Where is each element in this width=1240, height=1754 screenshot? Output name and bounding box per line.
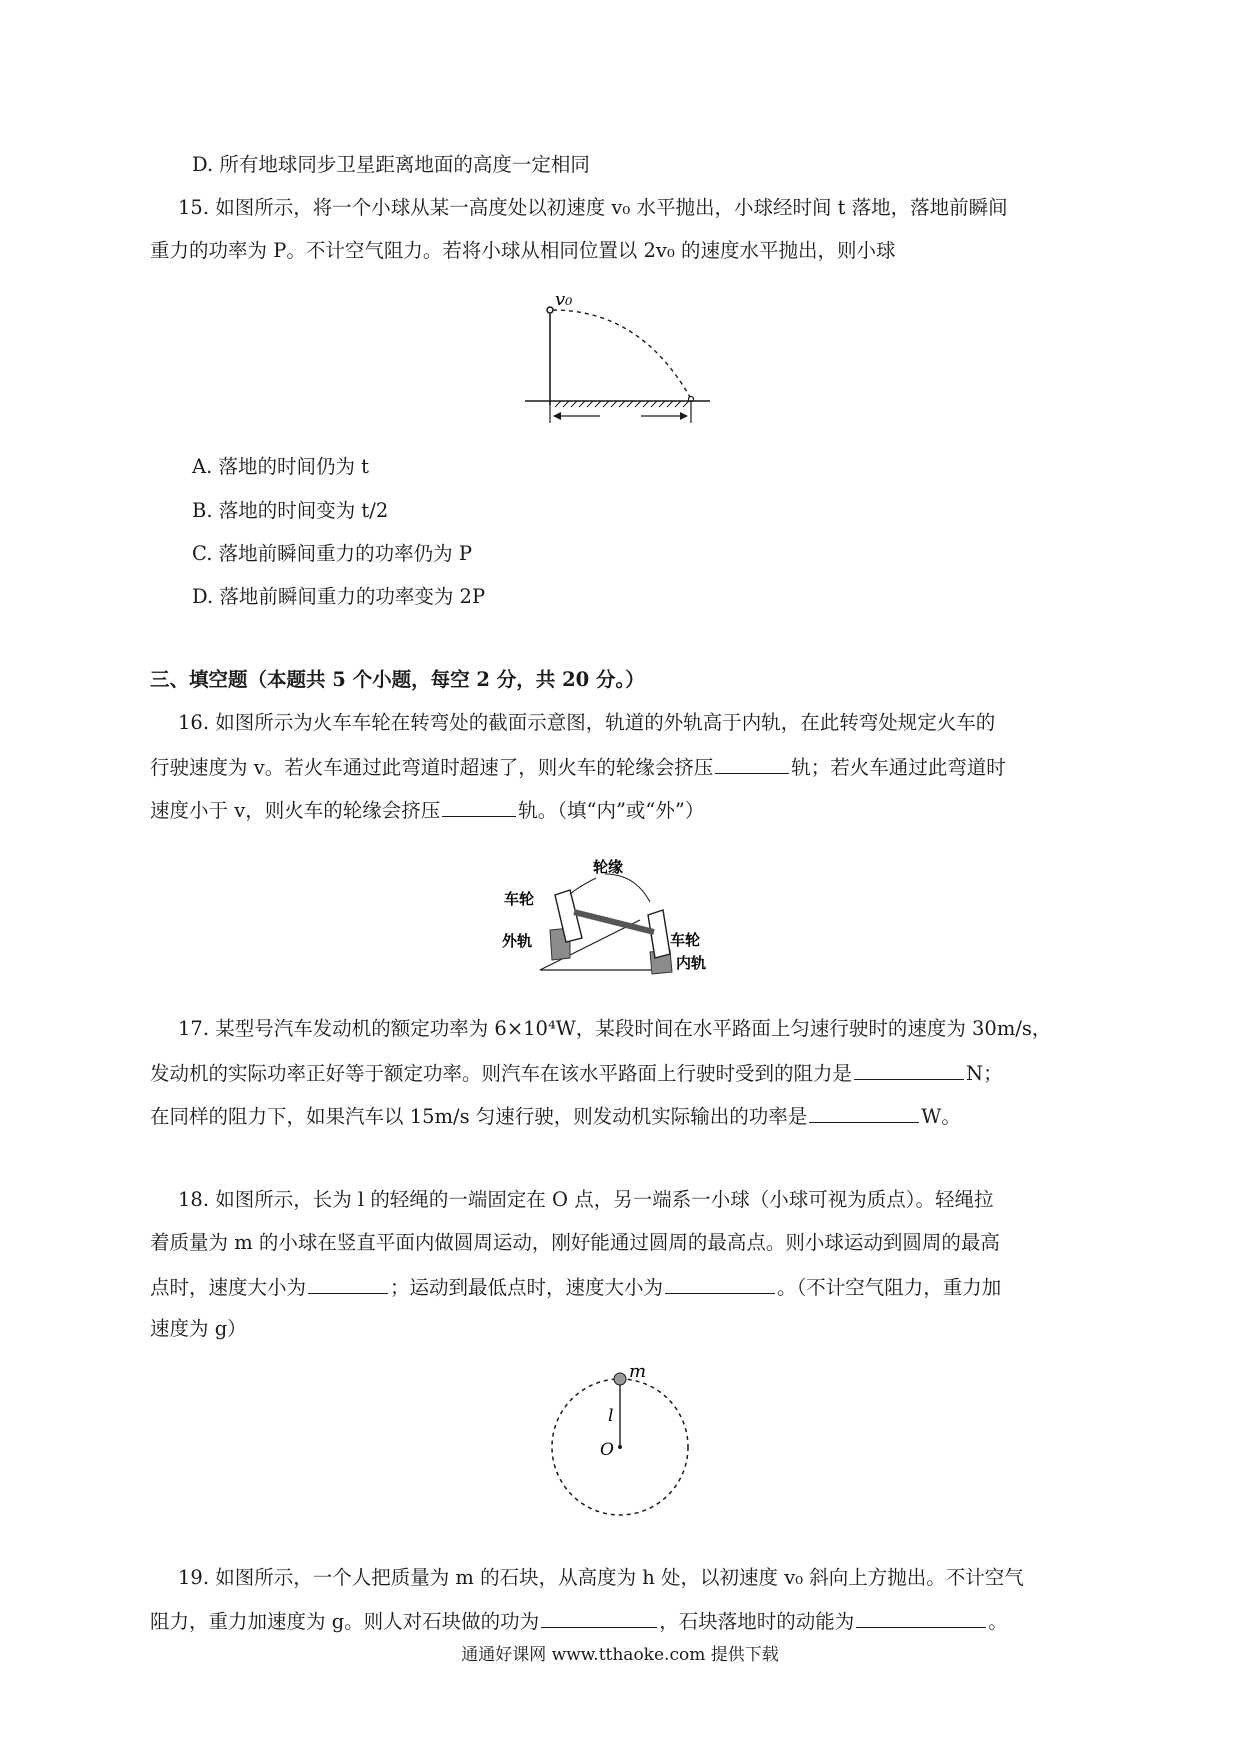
- q17-stem-line2: 发动机的实际功率正好等于额定功率。则汽车在该水平路面上行驶时受到的阻力是 N；: [150, 1057, 1003, 1089]
- q18-blank-2[interactable]: [665, 1271, 775, 1294]
- q14-option-d: D. 所有地球同步卫星距离地面的高度一定相同: [192, 153, 590, 176]
- q15-v0-label: v₀: [555, 289, 573, 310]
- q15-option-c: C. 落地前瞬间重力的功率仍为 P: [192, 542, 472, 565]
- label-inner-rail: 内轨: [676, 954, 707, 972]
- section-3-title: 三、填空题（本题共 5 个小题，每空 2 分，共 20 分。）: [150, 668, 645, 691]
- label-wheel-left: 车轮: [504, 890, 535, 908]
- q17-stem-line1: 17. 某型号汽车发动机的额定功率为 6×10⁴W，某段时间在水平路面上匀速行驶时的速度为 30m/s，: [178, 1017, 1052, 1040]
- q19-stem-line1: 19. 如图所示，一个人把质量为 m 的石块，从高度为 h 处，以初速度 v₀ 斜向上方抛出。不计空气: [178, 1566, 1024, 1589]
- q16-stem-line3: 速度小于 v，则火车的轮缘会挤压 轨。（填“内”或“外”）: [150, 794, 704, 826]
- q16-blank-1[interactable]: [715, 751, 789, 774]
- page-footer: 通通好课网 www.tthaoke.com 提供下载: [461, 1645, 779, 1665]
- q15-stem-line2: 重力的功率为 P。不计空气阻力。若将小球从相同位置以 2v₀ 的速度水平抛出，则小球: [150, 239, 896, 262]
- q18-stem-line1: 18. 如图所示，长为 l 的轻绳的一端固定在 O 点，另一端系一小球（小球可视为质点）。轻绳拉: [178, 1188, 994, 1211]
- trajectory-curve: [553, 310, 690, 397]
- label-length: l: [608, 1406, 614, 1426]
- label-flange: 轮缘: [593, 858, 624, 876]
- label-mass: m: [629, 1361, 647, 1382]
- q19-blank-1[interactable]: [541, 1605, 657, 1628]
- q15-option-d: D. 落地前瞬间重力的功率变为 2P: [192, 585, 486, 608]
- center-point-icon: [618, 1445, 622, 1449]
- flange-pointer-left: [570, 878, 596, 894]
- q15-projectile-figure: [520, 285, 720, 425]
- arrowhead-left-icon: [553, 412, 561, 420]
- q15-stem-line1: 15. 如图所示，将一个小球从某一高度处以初速度 v₀ 水平抛出，小球经时间 t 落地，落地前瞬间: [178, 196, 1008, 219]
- label-outer-rail: 外轨: [502, 932, 533, 950]
- q16-stem-line1: 16. 如图所示为火车车轮在转弯处的截面示意图，轨道的外轨高于内轨，在此转弯处规定火车的: [178, 711, 996, 734]
- q19-stem-line2: 阻力，重力加速度为 g。则人对石块做的功为 ，石块落地时的动能为 。: [150, 1605, 1008, 1637]
- q19-blank-2[interactable]: [856, 1605, 986, 1628]
- label-wheel-right: 车轮: [670, 931, 701, 949]
- label-center: O: [600, 1440, 614, 1460]
- q18-blank-1[interactable]: [308, 1271, 388, 1294]
- q17-blank-1[interactable]: [854, 1057, 964, 1080]
- ball-icon: [547, 307, 553, 313]
- q17-stem-line3: 在同样的阻力下，如果汽车以 15m/s 匀速行驶，则发动机实际输出的功率是 W。: [150, 1100, 961, 1132]
- q15-option-a: A. 落地的时间仍为 t: [192, 455, 370, 478]
- q16-wheel-rail-figure: [500, 850, 720, 975]
- q16-stem-line2: 行驶速度为 v。若火车通过此弯道时超速了，则火车的轮缘会挤压 轨；若火车通过此弯道时: [150, 751, 1006, 783]
- arrowhead-right-icon: [680, 412, 688, 420]
- q17-blank-2[interactable]: [809, 1100, 919, 1123]
- flange-pointer-right: [605, 874, 650, 902]
- q15-option-b: B. 落地的时间变为 t/2: [192, 499, 389, 522]
- q16-blank-2[interactable]: [442, 794, 516, 817]
- q18-stem-line4: 速度为 g）: [150, 1317, 247, 1340]
- q18-circle-figure: [545, 1355, 715, 1525]
- q18-stem-line3: 点时，速度大小为 ；运动到最低点时，速度大小为 。（不计空气阻力，重力加: [150, 1271, 1001, 1303]
- q18-stem-line2: 着质量为 m 的小球在竖直平面内做圆周运动，刚好能通过圆周的最高点。则小球运动到圆周的最高: [150, 1231, 1000, 1254]
- ground-hatch: [555, 401, 689, 407]
- ball-icon: [614, 1373, 626, 1385]
- axle-shape: [574, 912, 654, 932]
